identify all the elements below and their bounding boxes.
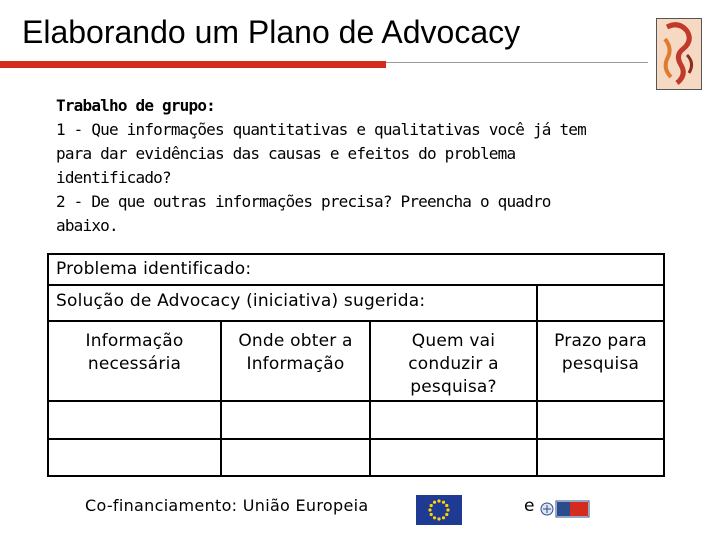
group-work-instructions xyxy=(56,94,656,238)
eu-flag-logo xyxy=(416,495,462,525)
column-header-line: Prazo para xyxy=(554,331,647,351)
table-row-divider xyxy=(49,284,663,286)
organization-logo-icon xyxy=(656,18,702,90)
column-header-line: Informação xyxy=(85,331,184,351)
column-header-who-leads xyxy=(371,330,536,399)
table-row-divider xyxy=(49,400,663,402)
instructions-line: abaixo. xyxy=(56,216,118,235)
instructions-line: identificado? xyxy=(56,168,171,187)
cofinancing-text: Co-financiamento: União Europeia xyxy=(85,496,369,515)
problem-identified-label: Problema identificado: xyxy=(56,259,252,279)
column-header-line: necessária xyxy=(87,354,182,374)
advocacy-planning-table xyxy=(47,253,665,477)
column-header-information-needed xyxy=(49,330,220,376)
column-header-where-to-obtain xyxy=(222,330,369,376)
column-header-research-deadline xyxy=(538,330,663,376)
title-underline-rule xyxy=(386,62,648,63)
column-header-line: Onde obter a xyxy=(238,331,353,351)
column-header-line: pesquisa xyxy=(561,354,640,374)
instructions-line: 2 - De que outras informações precisa? Preencha o quadro xyxy=(56,192,551,211)
column-header-line: conduzir a xyxy=(408,354,499,374)
column-header-line: Informação xyxy=(246,354,345,374)
advocacy-solution-label: Solução de Advocacy (iniciativa) sugerida: xyxy=(56,291,426,311)
column-header-line: Quem vai xyxy=(411,331,496,351)
table-column-divider xyxy=(536,285,538,475)
footer-conjunction: e xyxy=(524,496,535,516)
title-underline-accent xyxy=(0,61,386,68)
column-header-line: pesquisa? xyxy=(410,377,497,397)
instructions-line: 1 - Que informações quantitativas e qualitativas você já tem xyxy=(56,120,586,139)
uk-aid-logo xyxy=(539,498,591,520)
table-row-divider xyxy=(49,320,663,322)
slide-title: Elaborando um Plano de Advocacy xyxy=(22,14,521,50)
instructions-heading: Trabalho de grupo: xyxy=(56,96,215,115)
instructions-line: para dar evidências das causas e efeitos do problema xyxy=(56,144,516,163)
table-row-divider xyxy=(49,438,663,440)
